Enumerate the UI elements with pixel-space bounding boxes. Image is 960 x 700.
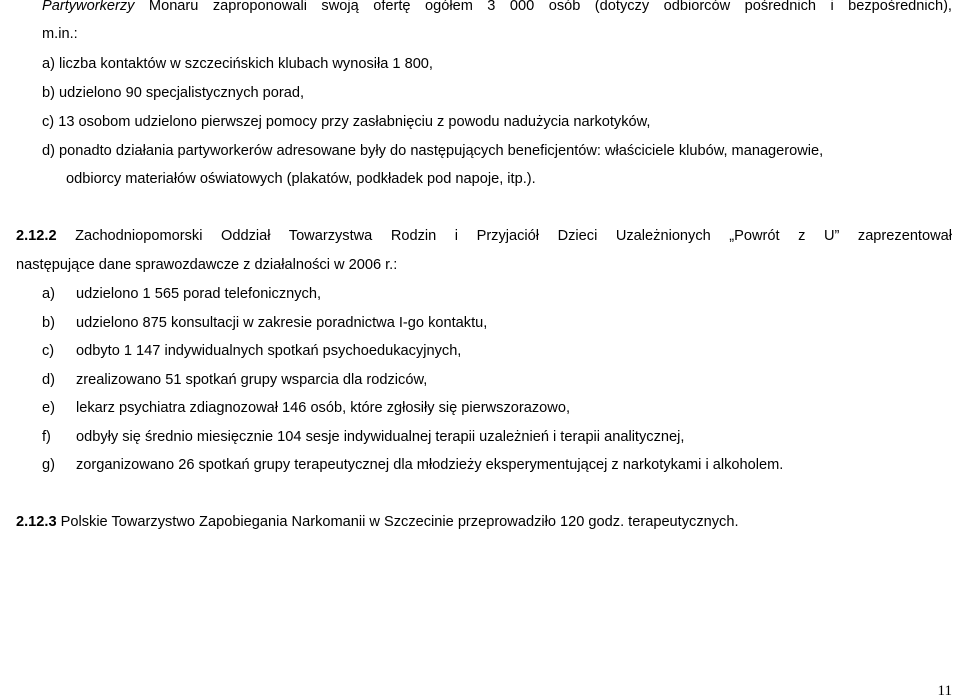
list-item-text: liczba kontaktów w szczecińskich klubach wynosiła 1 800,	[59, 56, 433, 72]
list2-marker-c: c)	[42, 343, 55, 359]
intro-line-1	[42, 0, 952, 15]
intro-lead-rest: Monaru zaproponowali swoją ofertę ogółem 3 000 osób (dotyczy odbiorców pośrednich i bezpośrednich),	[134, 0, 952, 14]
list1-item-d-cont: odbiorcy materiałów oświatowych (plakatów, podkładek pod napoje, itp.).	[66, 171, 536, 187]
list1-item-c	[42, 113, 650, 131]
list-marker: a)	[42, 56, 55, 72]
list-marker: c)	[42, 114, 55, 130]
intro-line-2: m.in.:	[42, 26, 78, 42]
list-item-text: udzielono 90 specjalistycznych porad,	[59, 85, 305, 101]
page-number: 11	[937, 683, 952, 699]
list2-item-b: udzielono 875 konsultacji w zakresie poradnictwa I-go kontaktu,	[76, 315, 488, 331]
list2-item-d: zrealizowano 51 spotkań grupy wsparcia dla rodziców,	[76, 372, 428, 388]
list2-marker-g: g)	[42, 457, 55, 473]
section-text: Zachodniopomorski Oddział Towarzystwa Rodzin i Przyjaciół Dzieci Uzależnionych „Powrót z U” zaprezentował	[56, 228, 952, 244]
list1-item-d	[42, 142, 823, 160]
list2-item-g: zorganizowano 26 spotkań grupy terapeutycznej dla młodzieży eksperymentującej z narkotykami i alkoholem.	[76, 457, 784, 473]
list-item-text: 13 osobom udzielono pierwszej pomocy przy zasłabnięciu z powodu nadużycia narkotyków,	[58, 114, 651, 130]
section-number: 2.12.2	[16, 228, 57, 244]
list-marker: d)	[42, 143, 55, 159]
list2-marker-e: e)	[42, 400, 55, 416]
list2-item-e: lekarz psychiatra zdiagnozował 146 osób, które zgłosiły się pierwszorazowo,	[76, 400, 570, 416]
list-marker: b)	[42, 85, 55, 101]
list2-item-a: udzielono 1 565 porad telefonicznych,	[76, 286, 322, 302]
list2-marker-a: a)	[42, 286, 55, 302]
section-2122-line-2: następujące dane sprawozdawcze z działalności w 2006 r.:	[16, 257, 398, 273]
list2-item-f: odbyły się średnio miesięcznie 104 sesje indywidualnej terapii uzależnień i terapii analitycznej,	[76, 429, 685, 445]
section-2123	[16, 513, 739, 531]
intro-lead-italic: Partyworkerzy	[42, 0, 135, 14]
list1-item-b	[42, 84, 304, 102]
section-text: Polskie Towarzystwo Zapobiegania Narkomanii w Szczecinie przeprowadziło 120 godz. terapeutycznych.	[56, 514, 739, 530]
list2-item-c: odbyto 1 147 indywidualnych spotkań psychoedukacyjnych,	[76, 343, 462, 359]
list2-marker-f: f)	[42, 429, 51, 445]
section-2122-line-1	[16, 227, 952, 245]
list2-marker-b: b)	[42, 315, 55, 331]
list-item-text: ponadto działania partyworkerów adresowane były do następujących beneficjentów: właściciele klubów, managerowie,	[59, 143, 824, 159]
section-number: 2.12.3	[16, 514, 57, 530]
list1-item-a	[42, 55, 433, 73]
list2-marker-d: d)	[42, 372, 55, 388]
